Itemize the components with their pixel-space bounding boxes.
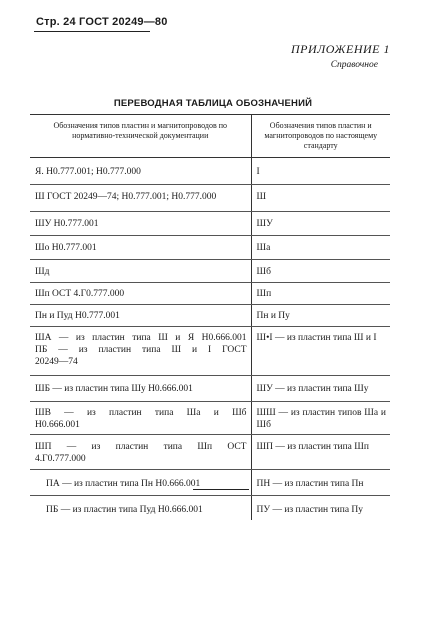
table-row bbox=[30, 185, 390, 212]
table-cell-right: ПН — из пластин типа Пн bbox=[251, 470, 390, 496]
table-cell-left: Ш ГОСТ 20249—74; Н0.777.001; Н0.777.000 bbox=[30, 185, 251, 212]
table-cell-right: Пн и Пу bbox=[251, 305, 390, 327]
table-row bbox=[30, 158, 390, 185]
table-cell-left: Я. Н0.777.001; Н0.777.000 bbox=[30, 158, 251, 185]
table-header-row bbox=[30, 115, 390, 158]
table-row bbox=[30, 435, 390, 470]
header-rule bbox=[34, 31, 150, 32]
table-row bbox=[30, 327, 390, 376]
table-cell-right: Шп bbox=[251, 283, 390, 305]
table-cell-left bbox=[30, 402, 251, 435]
end-rule bbox=[193, 489, 249, 490]
table-cell-left bbox=[30, 327, 251, 376]
table-row bbox=[30, 283, 390, 305]
table-row bbox=[30, 305, 390, 327]
table-cell-right: ПУ — из пластин типа Пу bbox=[256, 505, 364, 515]
table-row bbox=[30, 260, 390, 283]
page-header: Стр. 24 ГОСТ 20249—80 bbox=[36, 16, 168, 28]
table-cell-left: ШУ Н0.777.001 bbox=[30, 212, 251, 236]
table-cell-left: Шд bbox=[30, 260, 251, 283]
table-cell-right: Шб bbox=[251, 260, 390, 283]
table-row bbox=[30, 402, 390, 435]
cell-line: ПБ — из пластин типа Ш и I ГОСТ bbox=[35, 345, 247, 355]
table-cell-right: Ш•I — из пластин типа Ш и I bbox=[251, 327, 390, 376]
table-row bbox=[30, 470, 390, 496]
table-cell-left: Шо Н0.777.001 bbox=[30, 236, 251, 260]
column-header-right: Обозначения типов пластин и магнитопроводов по настоящему стандарту bbox=[251, 115, 390, 158]
table-cell-right: Ш bbox=[251, 185, 390, 212]
cell-line: 20249—74 bbox=[35, 357, 78, 367]
table-cell-left: Шп ОСТ 4.Г0.777.000 bbox=[30, 283, 251, 305]
table-cell-left: ПБ — из пластин типа Пуд Н0.666.001 bbox=[30, 496, 251, 520]
table-cell-left: Пн и Пуд Н0.777.001 bbox=[30, 305, 251, 327]
table-cell-right: Ша bbox=[251, 236, 390, 260]
table-row bbox=[30, 496, 390, 520]
cell-line: 4.Г0.777.000 bbox=[35, 454, 86, 464]
table-row bbox=[30, 376, 390, 402]
cell-line: Н0.666.001 bbox=[35, 420, 80, 430]
column-header-left: Обозначения типов пластин и магнитопроводов по нормативно-технической документации bbox=[30, 115, 251, 158]
table-cell-right: ШП — из пластин типа Шп bbox=[251, 435, 390, 470]
cell-line: ШП — из пластин типа Шп ОСТ bbox=[35, 442, 247, 452]
table-cell-right: I bbox=[251, 158, 390, 185]
table-row bbox=[30, 236, 390, 260]
table-cell-right: ШУ bbox=[251, 212, 390, 236]
table-cell-right bbox=[251, 402, 390, 435]
table-row bbox=[30, 212, 390, 236]
table-cell-right: ШУ — из пластин типа Шу bbox=[251, 376, 390, 402]
table-cell-left: ПА — из пластин типа Пн Н0.666.001 bbox=[30, 470, 251, 496]
table-title: ПЕРЕВОДНАЯ ТАБЛИЦА ОБОЗНАЧЕНИЙ bbox=[113, 98, 313, 109]
cell-line: ША — из пластин типа Ш и Я Н0.666.001 bbox=[35, 333, 247, 343]
cell-line: Шб bbox=[256, 420, 271, 430]
table-cell-left bbox=[30, 435, 251, 470]
appendix-subtitle: Справочное bbox=[330, 60, 378, 70]
table-cell-left: ШБ — из пластин типа Шу Н0.666.001 bbox=[30, 376, 251, 402]
appendix-title: ПРИЛОЖЕНИЕ 1 bbox=[291, 42, 390, 56]
designation-table bbox=[30, 114, 390, 520]
cell-line: ШВ — из пластин типа Ша и Шб bbox=[35, 408, 247, 418]
cell-line: ШШ — из пластин типов Ша и bbox=[256, 408, 386, 418]
